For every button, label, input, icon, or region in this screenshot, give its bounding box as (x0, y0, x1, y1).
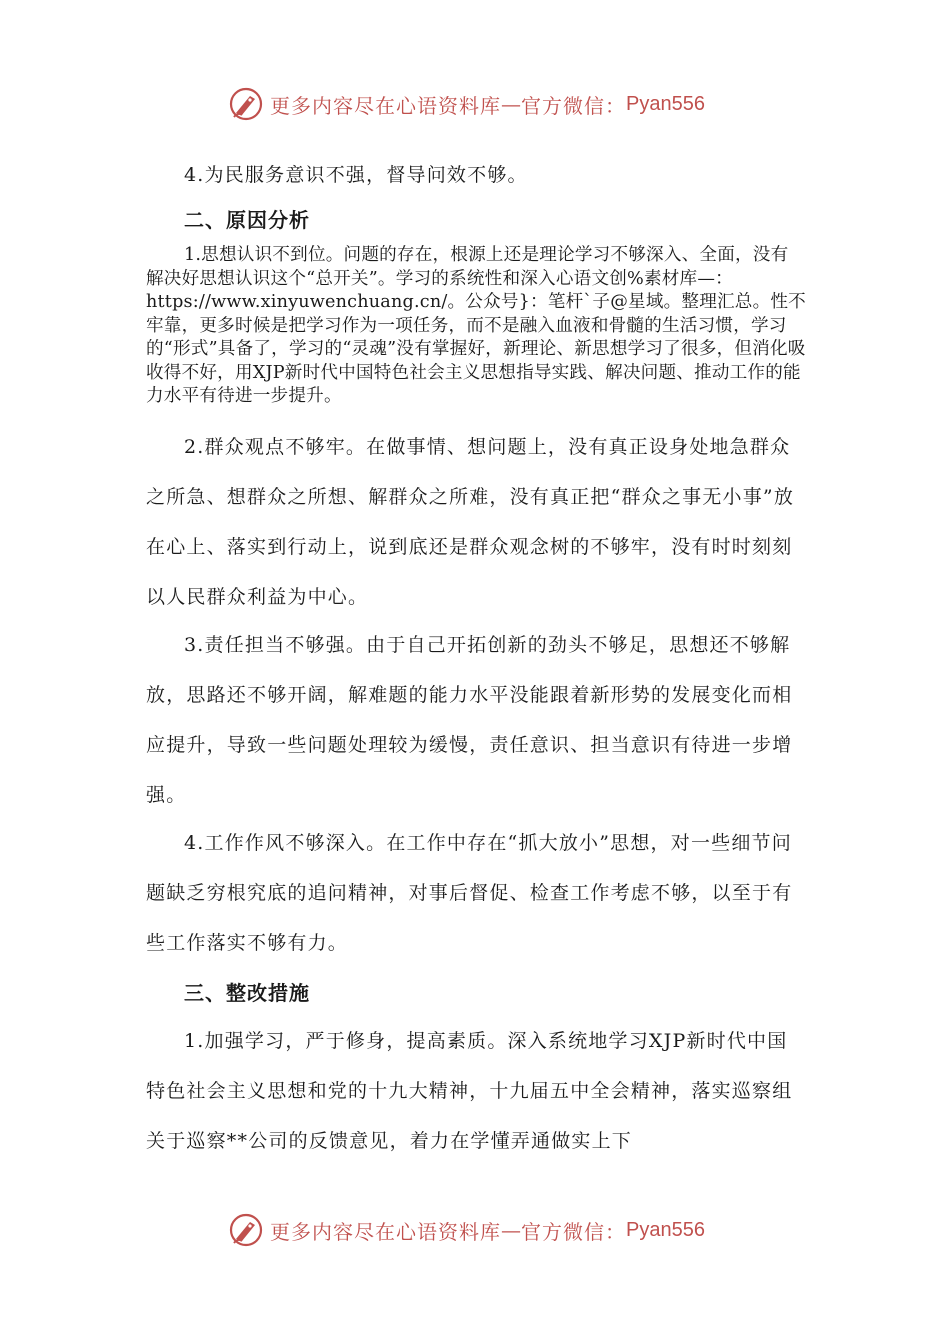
measure-1-block (146, 1016, 806, 1166)
header-banner (228, 84, 705, 124)
banner-wechat-label: 官方微信： (521, 1219, 626, 1244)
cause-paragraph-3: 3.责任担当不够强。由于自己开拓创新的劲头不够足，思想还不够解放，思路还不够开阔，解难题的能力水平没能跟着新形势的发展变化而相应提升，导致一些问题处理较为缓慢，责任意识、担当意识有待进一步增强。 (146, 634, 793, 806)
banner-separator: — (501, 1218, 521, 1242)
cause-2-block (146, 422, 806, 622)
pen-nib-logo-icon (228, 86, 264, 122)
cause-paragraph-1: 1.思想认识不到位。问题的存在，根源上还是理论学习不够深入、全面，没有解决好思想认识这个“总开关”。学习的系统性和深入心语文创%素材库—：https://www.xinyuwenchuang.cn/。公众号}：笔杆`子@星域。整理汇总。性不牢靠，更多时候是把学习作为一项任务，而不是融入血液和骨髓的生活习惯，学习的“形式”具备了，学习的“灵魂”没有掌握好，新理论、新思想学习了很多，但消化吸收得不好，用XJP新时代中国特色社会主义思想指导实践、解决问题、推动工作的能力水平有待进一步提升。 (146, 245, 806, 406)
banner-main-text: 更多内容尽在心语资料库 (270, 93, 501, 118)
banner-wechat-id: Pyan556 (626, 1218, 705, 1241)
banner-separator: — (501, 92, 521, 116)
problem-item-4: 4.为民服务意识不强，督导问效不够。 (184, 164, 528, 186)
section-3 (146, 976, 806, 1010)
cause-paragraph-4: 4.工作作风不够深入。在工作中存在“抓大放小”思想，对一些细节问题缺乏穷根究底的追问精神，对事后督促、检查工作考虑不够，以至于有些工作落实不够有力。 (146, 832, 793, 954)
cause-3-block (146, 620, 806, 820)
cause-1-block (146, 244, 806, 409)
document-body (146, 150, 806, 200)
banner-wechat-label: 官方微信： (521, 93, 626, 118)
cause-paragraph-2: 2.群众观点不够牢。在做事情、想问题上，没有真正设身处地急群众之所急、想群众之所想、解群众之所难，没有真正把“群众之事无小事”放在心上、落实到行动上，说到底还是群众观念树的不够牢，没有时时刻刻以人民群众利益为中心。 (146, 436, 795, 608)
measure-paragraph-1: 1.加强学习，严于修身，提高素质。深入系统地学习XJP新时代中国特色社会主义思想和党的十九大精神，十九届五中全会精神，落实巡察组关于巡察**公司的反馈意见，着力在学懂弄通做实上下 (146, 1030, 793, 1152)
banner-main-text: 更多内容尽在心语资料库 (270, 1219, 501, 1244)
cause-4-block (146, 818, 806, 968)
section-heading-cause-analysis: 二、原因分析 (184, 208, 310, 232)
footer-banner (228, 1210, 705, 1250)
section-2 (146, 203, 806, 237)
banner-wechat-id: Pyan556 (626, 92, 705, 115)
section-heading-rectification: 三、整改措施 (184, 981, 310, 1005)
pen-nib-logo-icon (228, 1212, 264, 1248)
